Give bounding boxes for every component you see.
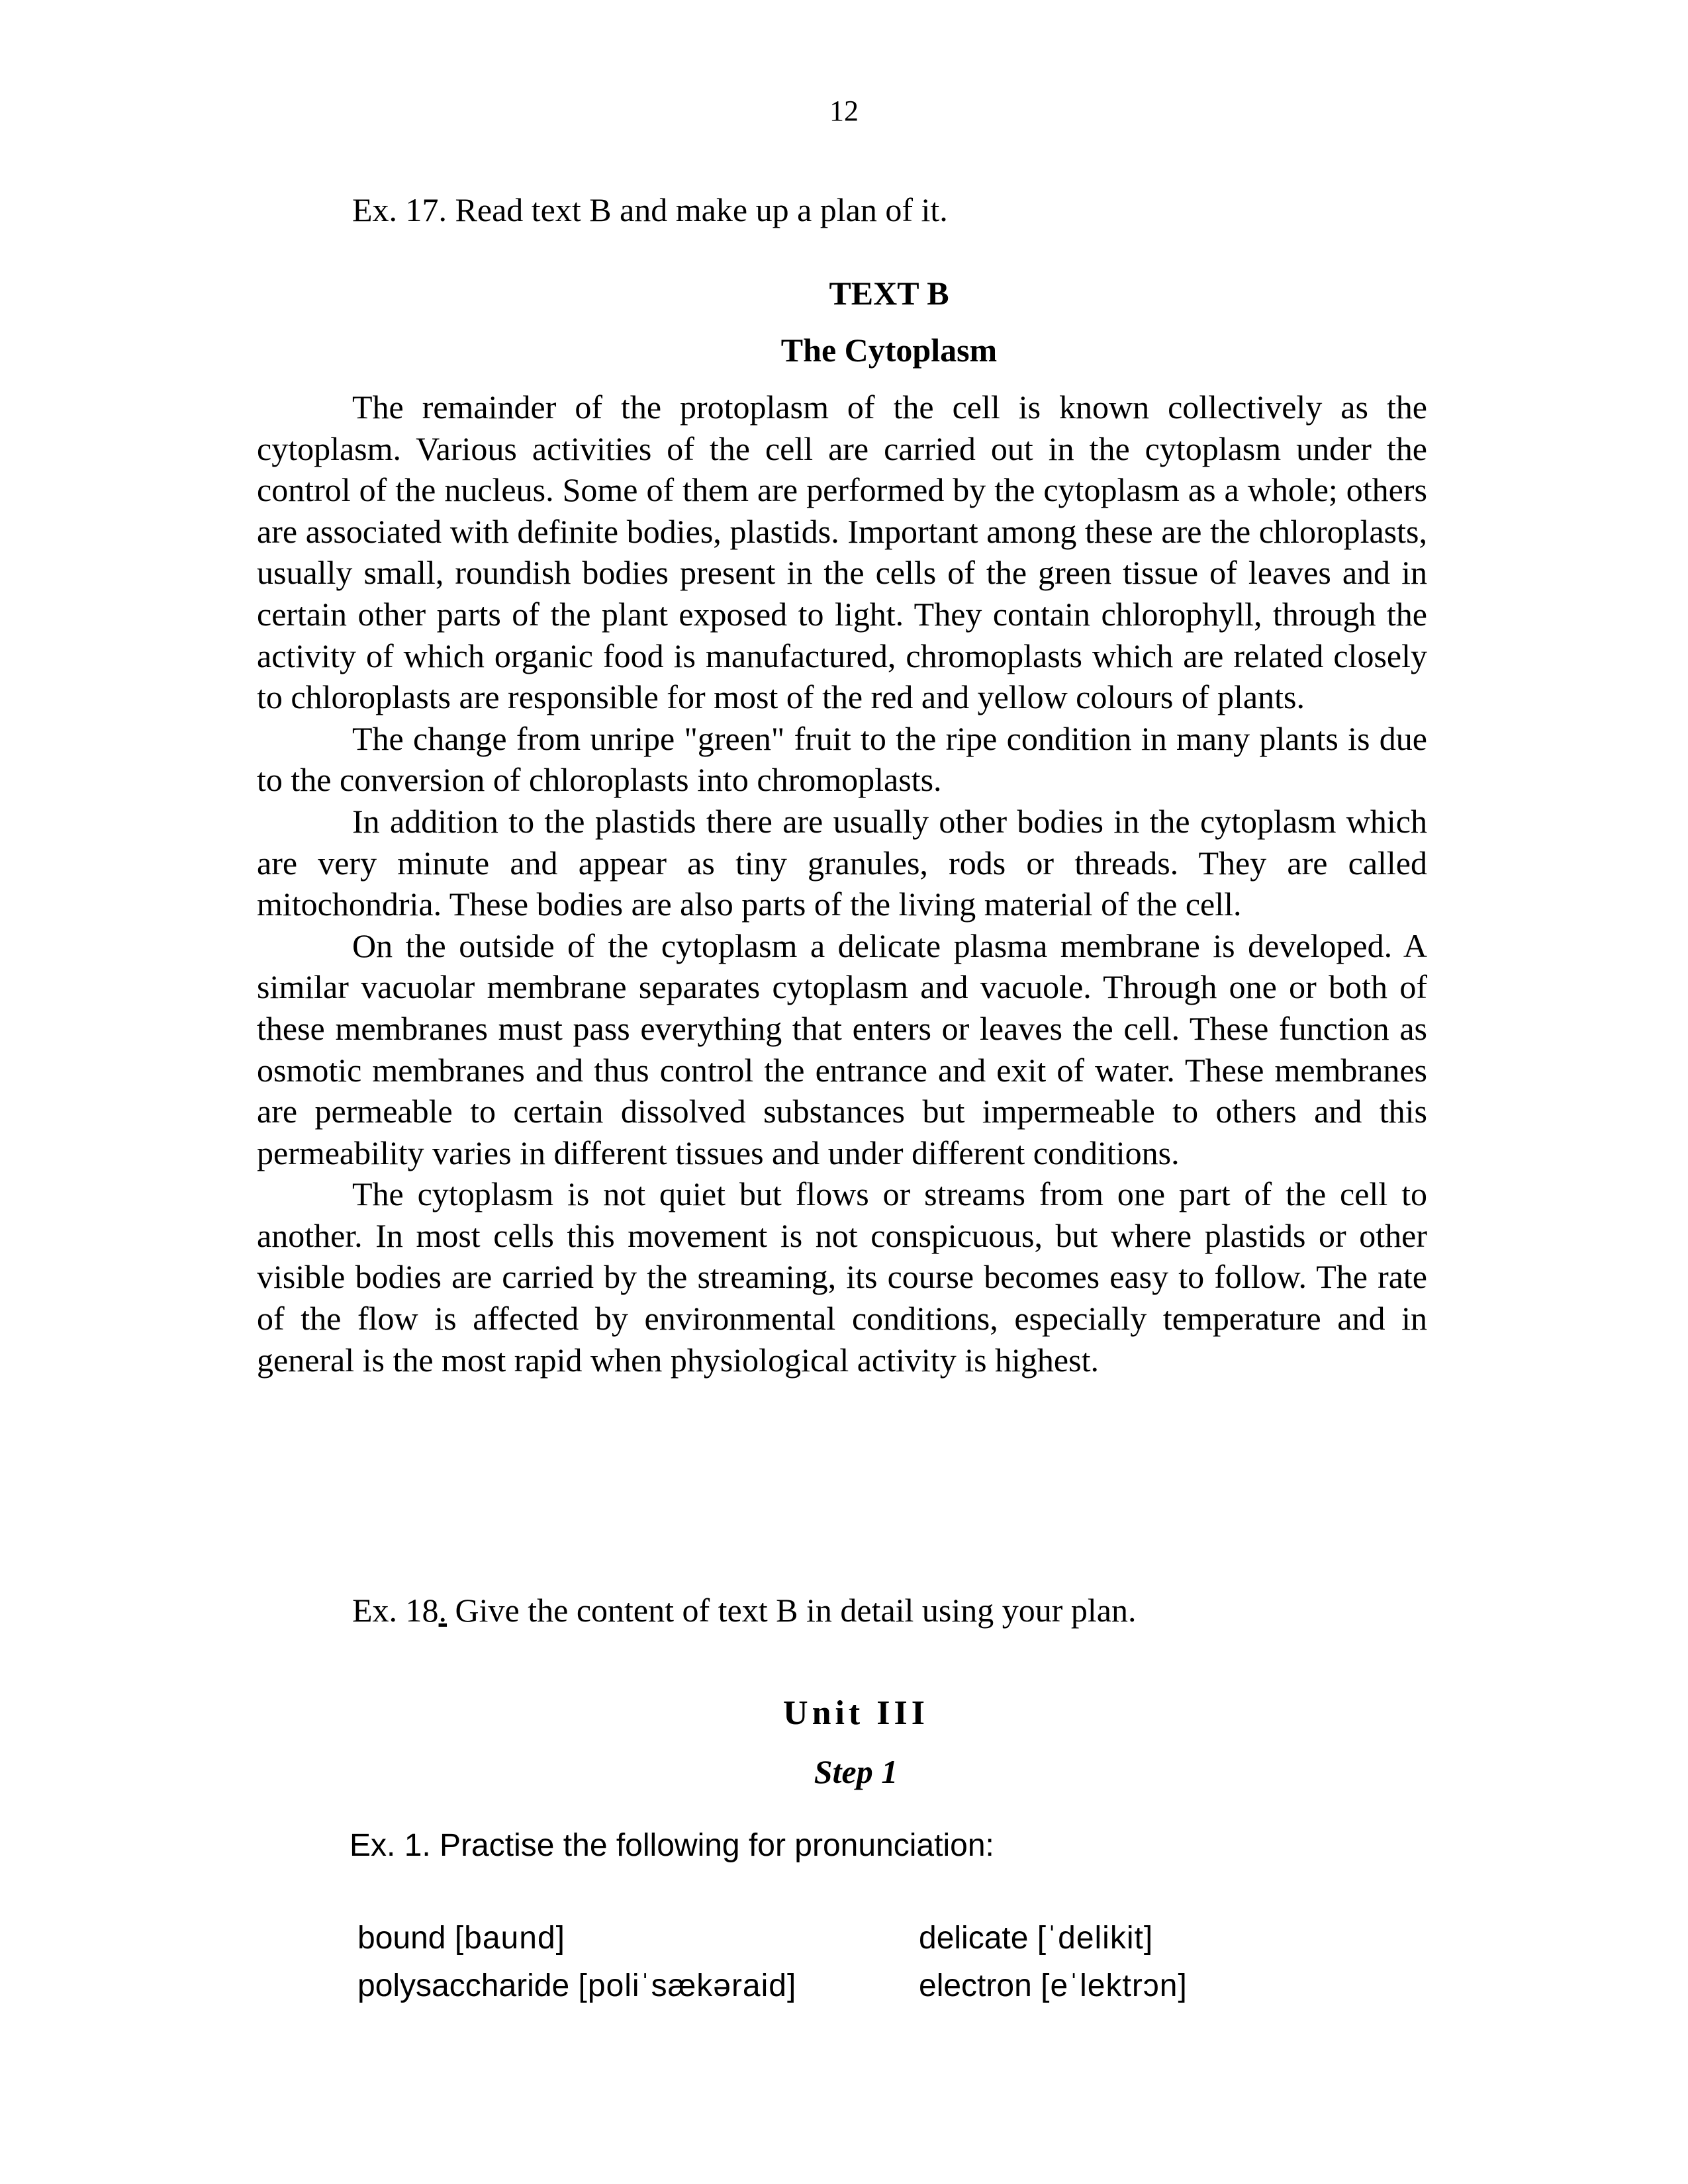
pronunciation-transcription: [eˈlektrɔn]	[1041, 1968, 1188, 2003]
exercise-18-text: Give the content of text B in detail using your plan.	[447, 1592, 1137, 1629]
pronunciation-item	[919, 1966, 1188, 2007]
pronunciation-word: electron	[919, 1968, 1032, 2003]
step-heading: Step 1	[814, 1753, 898, 1790]
unit-heading: Unit III	[783, 1694, 929, 1732]
exercise-1-instruction: Ex. 1. Practise the following for pronunciation:	[350, 1828, 994, 1863]
exercise-17-instruction: Ex. 17. Read text B and make up a plan of it.	[352, 191, 948, 228]
exercise-18-dot: .	[438, 1592, 447, 1629]
text-b-paragraph-3: In addition to the plastids there are usually other bodies in the cytoplasm which are very minute and appear as tiny granules, rods or threads. They are called mitochondria. These bodies are also parts of the living material of the cell.	[257, 802, 1427, 923]
pronunciation-item	[357, 1966, 796, 2007]
text-b-body	[257, 387, 1427, 1381]
pronunciation-word: bound	[357, 1921, 446, 1956]
text-b-paragraph-2: The change from unripe "green" fruit to the ripe condition in many plants is due to the conversion of chloroplasts into chromoplasts.	[257, 719, 1427, 799]
text-b-title: The Cytoplasm	[780, 332, 998, 369]
page-number: 12	[829, 95, 859, 127]
text-b-paragraph-1: The remainder of the protoplasm of the cell is known collectively as the cytoplasm. Various activities of the cell are carried out in the cytoplasm under the control of the nucleus. Some of them are performed by the cytoplasm as a whole; others are associated with definite bodies, plastids. Important among these are the chloroplasts, usually small, roundish bodies present in the cells of the green tissue of leaves and in certain other parts of the plant exposed to light. They contain chlorophyll, through the activity of which organic food is manufactured, chromoplasts which are related closely to chloroplasts are responsible for most of the red and yellow colours of plants.	[257, 388, 1427, 716]
text-b-label: TEXT B	[829, 275, 949, 312]
exercise-18-number: Ex. 18	[352, 1592, 439, 1629]
pronunciation-word: delicate	[919, 1921, 1029, 1956]
pronunciation-transcription: [poliˈsækəraid]	[578, 1968, 797, 2003]
pronunciation-word: polysaccharide	[357, 1968, 570, 2003]
pronunciation-transcription: [ˈdelikit]	[1037, 1921, 1154, 1956]
exercise-18-instruction	[352, 1590, 1137, 1631]
pronunciation-item	[357, 1918, 565, 1959]
pronunciation-transcription: [baund]	[454, 1921, 565, 1956]
text-b-paragraph-5: The cytoplasm is not quiet but flows or streams from one part of the cell to another. In most cells this movement is not conspicuous, but where plastids or other visible bodies are carried by the streaming, its course becomes easy to follow. The rate of the flow is affected by environmental conditions, especially temperature and in general is the most rapid when physiological activity is highest.	[257, 1175, 1427, 1379]
pronunciation-item	[919, 1918, 1153, 1959]
text-b-paragraph-4: On the outside of the cytoplasm a delicate plasma membrane is developed. A similar vacuolar membrane separates cytoplasm and vacuole. Through one or both of these membranes must pass everything that enters or leaves the cell. These function as osmotic membranes and thus control the entrance and exit of water. These membranes are permeable to certain dissolved substances but impermeable to others and this permeability varies in different tissues and under different conditions.	[257, 927, 1427, 1171]
